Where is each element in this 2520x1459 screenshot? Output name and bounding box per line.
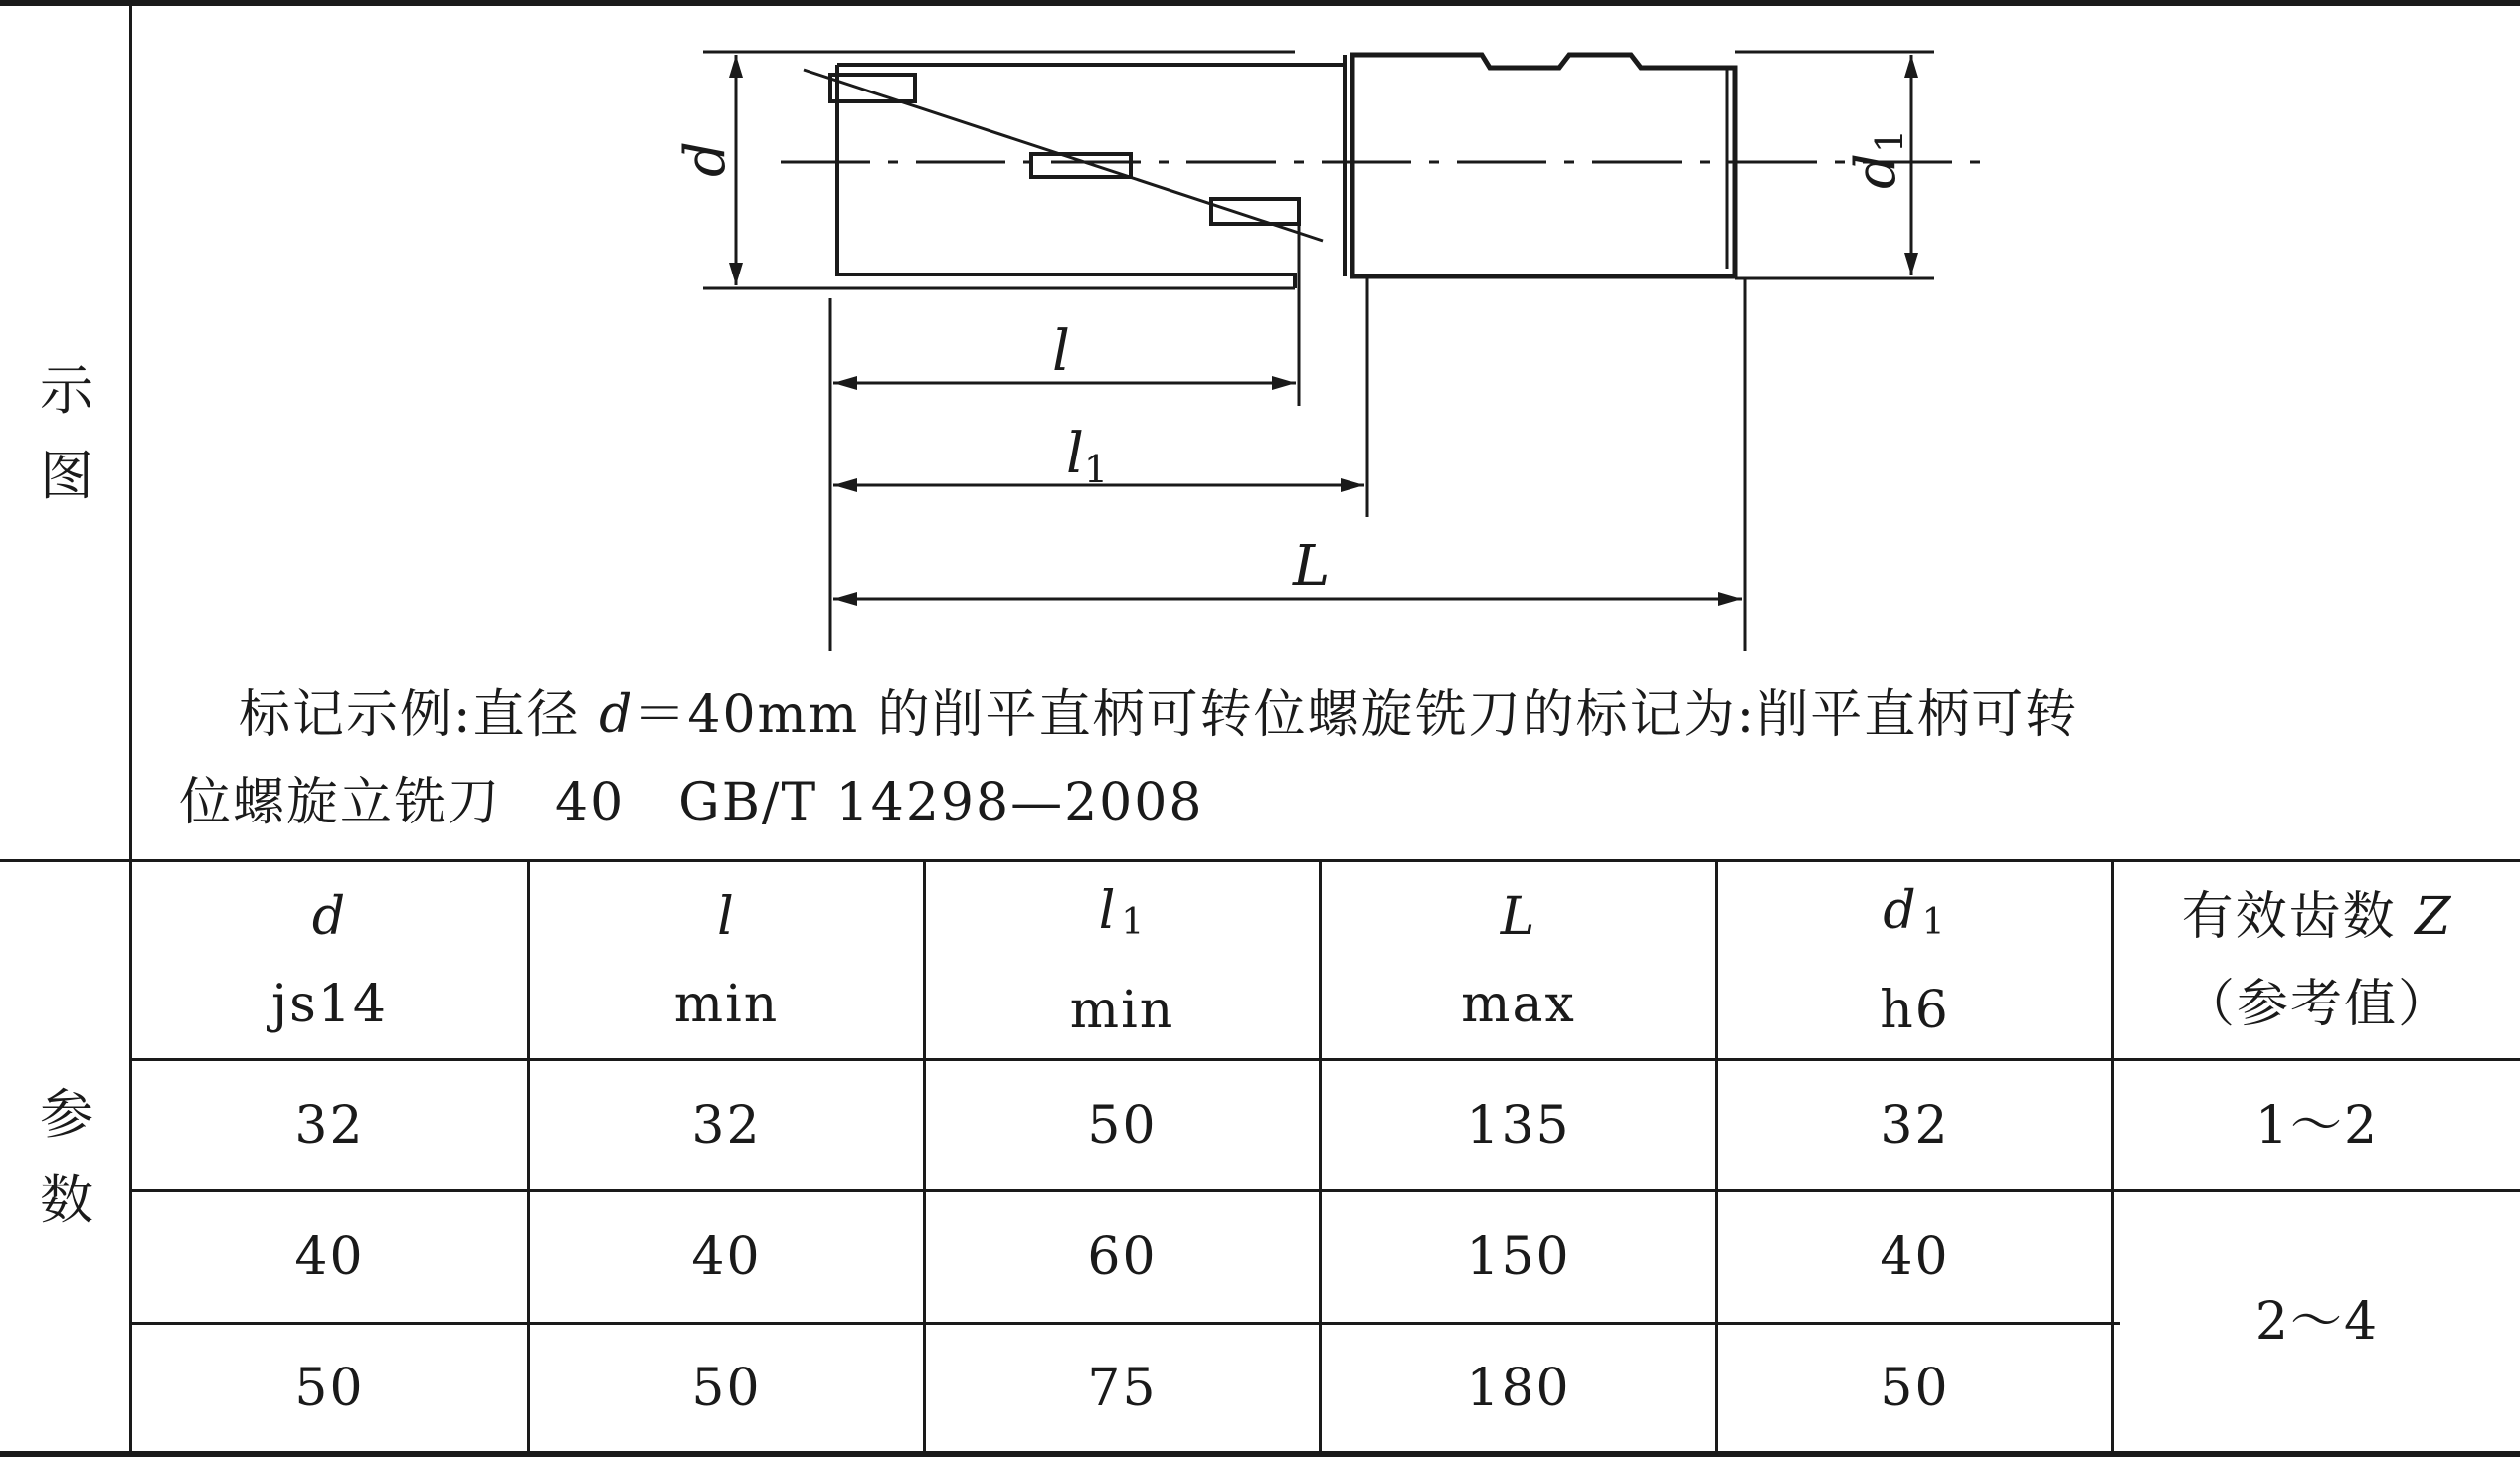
marking-var-d: d — [599, 685, 634, 745]
header-d1: d $_1$ h6 — [1880, 880, 1950, 1040]
rows-2-3-teeth: 2～4 — [2254, 1292, 2380, 1352]
marking-example-line-2: 位螺旋立铣刀 40 GB/T 14298—2008 — [179, 773, 1204, 832]
row-2-l1: 60 — [1087, 1227, 1158, 1287]
marking-example-line-1: 标记示例:直径 d＝40mm 的削平直柄可转位螺旋铣刀的标记为:削平直柄可转 — [239, 685, 2079, 745]
row-1-l: 32 — [691, 1095, 762, 1156]
figure-row-label — [0, 348, 133, 519]
figure-label-char-1: 示 — [40, 359, 93, 422]
row-3-L: 180 — [1466, 1358, 1571, 1418]
header-teeth: 有效齿数 Z （参考值） — [2181, 886, 2453, 1034]
d-label: d — [673, 141, 738, 177]
header-L: L max — [1461, 886, 1576, 1034]
row-2-L: 150 — [1466, 1227, 1571, 1287]
top-rule — [0, 0, 2520, 6]
row-3-l: 50 — [691, 1358, 762, 1418]
row-1-l1: 50 — [1087, 1095, 1158, 1156]
L-label: L — [1293, 534, 1331, 599]
header-d: d js14 — [271, 886, 388, 1034]
row-1-L: 135 — [1466, 1095, 1571, 1156]
params-label-char-1: 参 — [40, 1083, 93, 1146]
row-2-d1: 40 — [1880, 1227, 1950, 1287]
insert-1 — [830, 75, 915, 101]
params-row-label — [0, 1072, 133, 1243]
row-1-teeth: 1～2 — [2254, 1095, 2380, 1156]
row-3-d: 50 — [294, 1358, 365, 1418]
l-label: l — [1052, 319, 1070, 384]
row-1-d1: 32 — [1880, 1095, 1950, 1156]
header-l: l min — [673, 886, 780, 1034]
figure-label-char-2: 图 — [40, 445, 93, 507]
shank-outline — [1352, 55, 1735, 276]
l1-label: l1 — [1066, 422, 1109, 491]
params-label-char-2: 数 — [40, 1169, 93, 1231]
d1-label: d1 — [1844, 128, 1911, 189]
bottom-rule — [0, 1451, 2520, 1457]
row-2-l: 40 — [691, 1227, 762, 1287]
insert-3 — [1211, 199, 1299, 224]
row-1-d: 32 — [294, 1095, 365, 1156]
header-l1: l $_1$ min — [1069, 880, 1175, 1040]
row-2-d: 40 — [294, 1227, 365, 1287]
row-3-l1: 75 — [1087, 1358, 1158, 1418]
row-3-d1: 50 — [1880, 1358, 1950, 1418]
